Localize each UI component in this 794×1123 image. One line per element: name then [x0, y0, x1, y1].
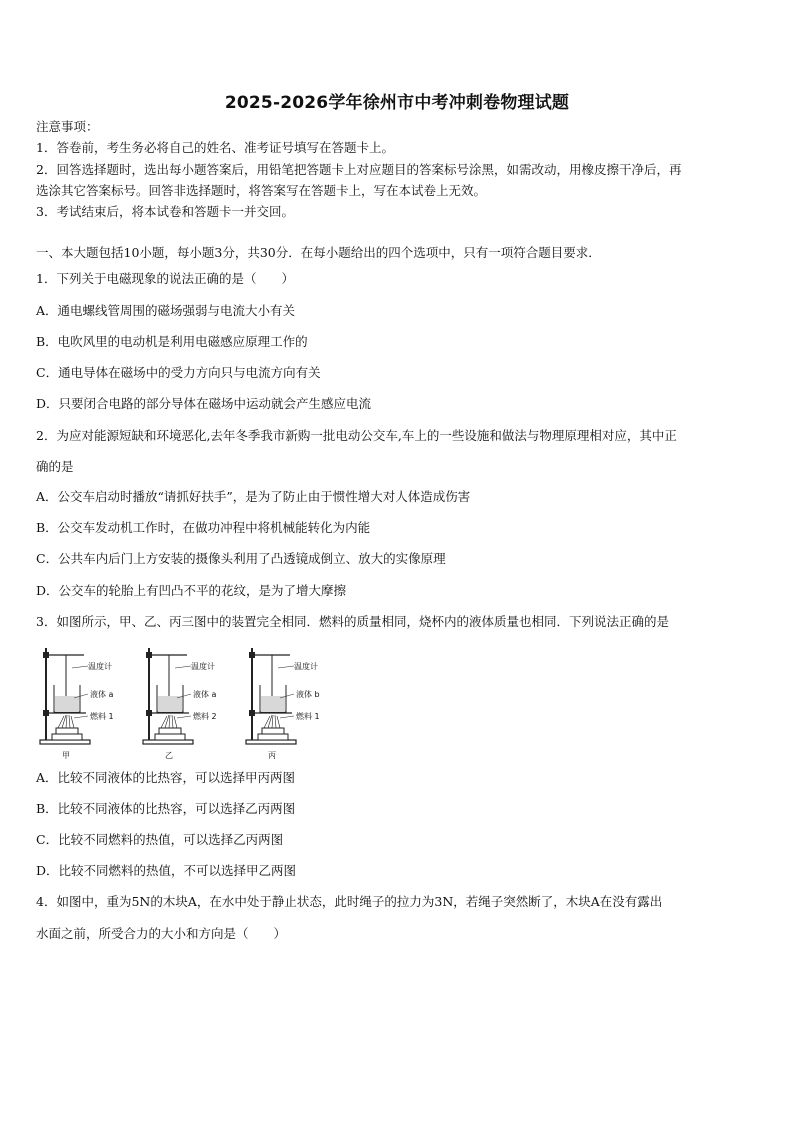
- panel-jia: [40, 648, 114, 760]
- q1-option-a: A．通电螺线管周围的磁场强弱与电流大小有关: [36, 303, 296, 318]
- panel-bing-caption: 丙: [268, 751, 276, 760]
- q3-stem: 3．如图所示，甲、乙、丙三图中的装置完全相同．燃料的质量相同，烧杯内的液体质量也相同．下列说法正确的是: [36, 614, 669, 629]
- q1-option-d: D．只要闭合电路的部分导体在磁场中运动就会产生感应电流: [36, 396, 372, 411]
- q2-option-d: D．公交车的轮胎上有凹凸不平的花纹，是为了增大摩擦: [36, 583, 347, 598]
- q1-stem: 1．下列关于电磁现象的说法正确的是（ ）: [36, 271, 294, 286]
- notice-item-2-cont: 选涂其它答案标号。回答非选择题时，将答案写在答题卡上，写在本试卷上无效。: [36, 183, 487, 198]
- panel-yi-fuel-label: 燃料 2: [193, 712, 217, 721]
- panel-jia-liquid-label: 液体 a: [90, 690, 114, 699]
- panel-bing-thermometer-label: 温度计: [294, 662, 318, 671]
- panel-yi-caption: 乙: [165, 751, 173, 760]
- q3-option-c: C．比较不同燃料的热值，可以选择乙丙两图: [36, 832, 284, 847]
- panel-yi-thermometer-label: 温度计: [191, 662, 215, 671]
- q1-option-b: B．电吹风里的电动机是利用电磁感应原理工作的: [36, 334, 308, 349]
- q4-stem: 4．如图中，重为5N的木块A，在水中处于静止状态，此时绳子的拉力为3N，若绳子突然断了，木块A在没有露出: [36, 894, 663, 909]
- q1-option-c: C．通电导体在磁场中的受力方向只与电流方向有关: [36, 365, 321, 380]
- q2-option-b: B．公交车发动机工作时，在做功冲程中将机械能转化为内能: [36, 520, 371, 535]
- panel-jia-fuel-label: 燃料 1: [90, 712, 114, 721]
- panel-yi: [143, 648, 217, 760]
- q3-option-a: A．比较不同液体的比热容，可以选择甲丙两图: [36, 770, 296, 785]
- notice-item-3: 3．考试结束后，将本试卷和答题卡一并交回。: [36, 204, 294, 219]
- q3-heating-apparatus-figure: [36, 640, 356, 765]
- page-title: 2025-2026学年徐州市中考冲刺卷物理试题: [224, 93, 570, 113]
- panel-jia-thermometer-label: 温度计: [88, 662, 112, 671]
- q2-stem-cont: 确的是: [36, 459, 74, 474]
- panel-bing-liquid-label: 液体 b: [296, 690, 320, 699]
- q2-option-a: A．公交车启动时播放“请抓好扶手”，是为了防止由于惯性增大对人体造成伤害: [36, 489, 471, 504]
- notice-heading: 注意事项：: [36, 119, 99, 134]
- q3-option-d: D．比较不同燃料的热值，不可以选择甲乙两图: [36, 863, 297, 878]
- notice-item-2: 2．回答选择题时，选出每小题答案后，用铅笔把答题卡上对应题目的答案标号涂黑，如需改动，用橡皮擦干净后，再: [36, 162, 682, 177]
- panel-jia-caption: 甲: [62, 751, 70, 760]
- q2-stem: 2．为应对能源短缺和环境恶化,去年冬季我市新购一批电动公交车,车上的一些设施和做法与物理原理相对应，其中正: [36, 428, 677, 443]
- panel-bing: [246, 648, 320, 760]
- panel-bing-fuel-label: 燃料 1: [296, 712, 320, 721]
- panel-yi-liquid-label: 液体 a: [193, 690, 217, 699]
- notice-item-1: 1．答卷前，考生务必将自己的姓名、准考证号填写在答题卡上。: [36, 140, 394, 155]
- q4-stem-cont: 水面之前，所受合力的大小和方向是（ ）: [36, 926, 287, 941]
- q3-option-b: B．比较不同液体的比热容，可以选择乙丙两图: [36, 801, 296, 816]
- q2-option-c: C．公共车内后门上方安装的摄像头利用了凸透镜成倒立、放大的实像原理: [36, 551, 446, 566]
- section-heading: 一、本大题包括10小题，每小题3分，共30分．在每小题给出的四个选项中，只有一项符合题目要求．: [36, 245, 601, 260]
